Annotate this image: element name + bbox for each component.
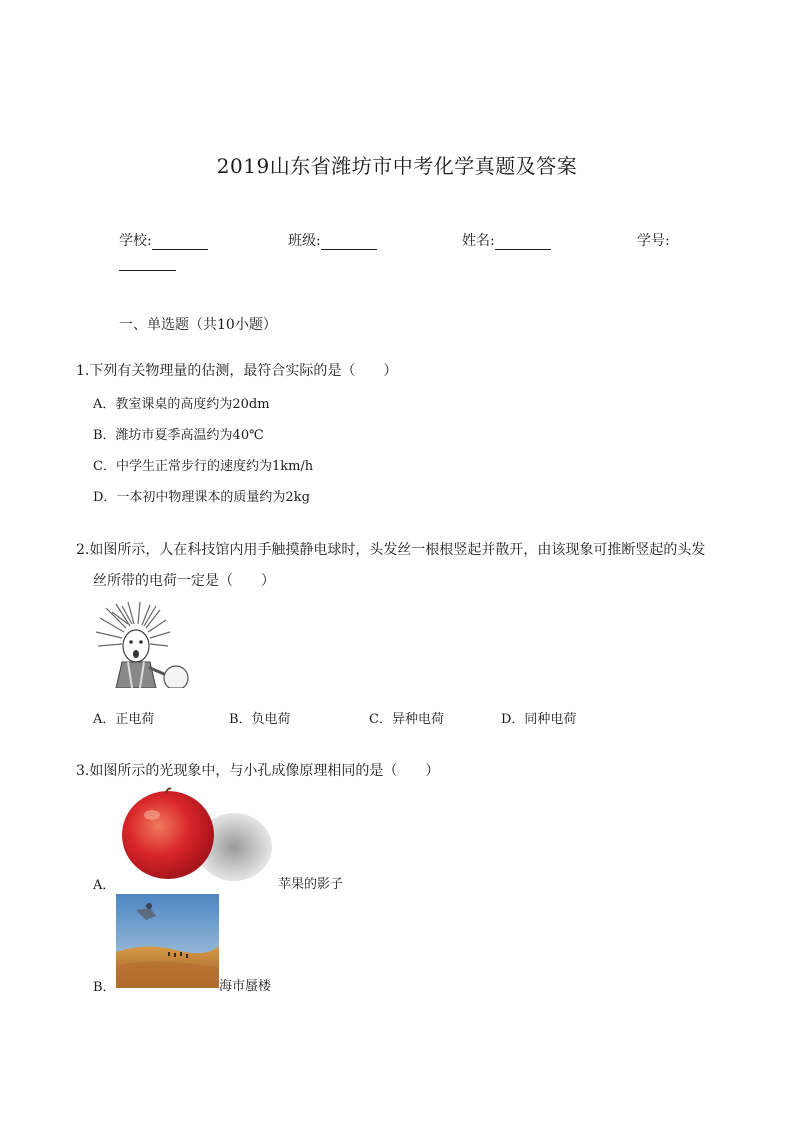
page-title: 2019山东省潍坊市中考化学真题及答案 — [216, 154, 578, 178]
class-field — [288, 230, 377, 250]
apple-shadow-image — [116, 785, 274, 887]
question-3-option-b-letter: B． — [93, 980, 116, 995]
question-3-option-a-caption: 苹果的影子 — [278, 877, 344, 892]
school-blank — [152, 235, 208, 250]
school-field — [119, 230, 208, 250]
question-2-stem-line1: 2.如图所示，人在科技馆内用手触摸静电球时，头发丝一根根竖起并散开，由该现象可推断竖起的头发 — [76, 542, 706, 558]
name-field — [462, 230, 551, 250]
section-heading: 一、单选题（共10小题） — [119, 317, 277, 333]
class-blank — [321, 235, 377, 250]
question-2-option-c: C．异种电荷 — [369, 712, 444, 727]
question-2-option-d: D．同种电荷 — [501, 712, 577, 727]
class-label: 班级: — [288, 233, 321, 249]
question-1-option-a: A．教室课桌的高度约为20dm — [93, 397, 270, 412]
question-2-option-b: B．负电荷 — [229, 712, 291, 727]
id-blank — [119, 256, 176, 271]
static-hair-illustration — [92, 602, 192, 688]
name-label: 姓名: — [462, 233, 495, 249]
id-label: 学号: — [637, 233, 670, 249]
question-1-option-b: B．潍坊市夏季高温约为40℃ — [93, 428, 264, 443]
mirage-image — [116, 894, 219, 988]
question-3-option-b-caption: 海市蜃楼 — [219, 979, 272, 994]
question-2-option-a: A．正电荷 — [93, 712, 155, 727]
question-1-stem: 1.下列有关物理量的估测，最符合实际的是（ ） — [76, 363, 398, 379]
school-label: 学校: — [119, 233, 152, 249]
question-1-option-c: C．中学生正常步行的速度约为1km/h — [93, 459, 314, 474]
question-1-option-d: D．一本初中物理课本的质量约为2kg — [93, 490, 310, 505]
question-3-stem: 3.如图所示的光现象中，与小孔成像原理相同的是（ ） — [76, 763, 440, 779]
id-field — [637, 230, 670, 250]
question-3-option-a-letter: A． — [93, 878, 116, 893]
id-blank-row — [119, 252, 176, 271]
question-2-stem-line2: 丝所带的电荷一定是（ ） — [93, 573, 275, 589]
name-blank — [495, 235, 551, 250]
